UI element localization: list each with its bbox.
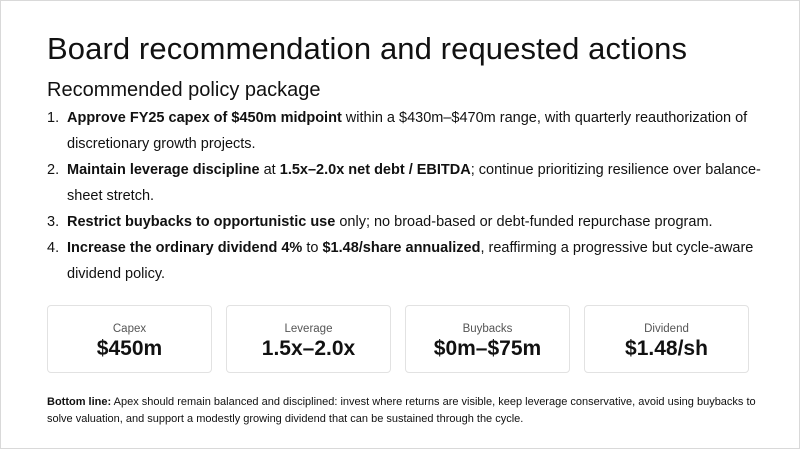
slide-title: Board recommendation and requested actions [47,31,688,66]
list-item-text: to [302,240,323,256]
list-item-text: only; no broad-based or debt-funded repurchase program. [335,214,713,230]
list-item-number: 4. [47,240,60,256]
list-item-number: 2. [47,162,60,178]
kpi-card-buybacks [405,305,570,373]
section-subtitle: Recommended policy package [47,79,321,101]
policy-list [47,105,767,287]
list-item-bold: Maintain leverage discipline [67,162,260,178]
list-item [47,235,767,287]
bottom-line [47,394,762,428]
list-item-text: within a $430m–$470m range, with quarterly reauthorization of discretionary growth projects. [67,110,748,152]
list-item-bold: Increase the ordinary dividend 4% [67,240,303,256]
bottom-line-text: Apex should remain balanced and disciplined: invest where returns are visible, keep leverage conservative, avoid using buybacks to solve valuation, and support a modestly growing dividend that can be sustained through the cycle. [47,396,756,425]
kpi-value: 1.5x–2.0x [261,337,356,360]
list-item-text: at [259,162,280,178]
list-item [47,157,767,209]
kpi-card-leverage [226,305,391,373]
kpi-label: Dividend [644,323,689,335]
list-item-number: 3. [47,214,60,230]
list-item-text: , reaffirming a progressive but cycle-aware dividend policy. [67,240,754,282]
kpi-label: Leverage [284,323,333,335]
list-item-bold: $1.48/share annualized [322,240,481,256]
list-item-text: ; continue prioritizing resilience over balance-sheet stretch. [67,162,761,204]
kpi-label: Buybacks [462,323,513,335]
kpi-value: $0m–$75m [433,337,542,360]
kpi-card-dividend [584,305,749,373]
kpi-value: $450m [96,337,163,360]
list-item-number: 1. [47,110,60,126]
list-item [47,209,767,235]
list-item-bold: Approve FY25 capex of $450m midpoint [67,110,342,126]
kpi-cards [47,305,749,373]
list-item-bold: Restrict buybacks to opportunistic use [67,214,336,230]
slide [1,1,800,450]
kpi-value: $1.48/sh [625,337,708,360]
bottom-line-label: Bottom line: [47,396,112,408]
list-item-bold: 1.5x–2.0x net debt / EBITDA [279,162,471,178]
list-item [47,105,767,157]
kpi-card-capex [47,305,212,373]
kpi-label: Capex [112,323,147,335]
